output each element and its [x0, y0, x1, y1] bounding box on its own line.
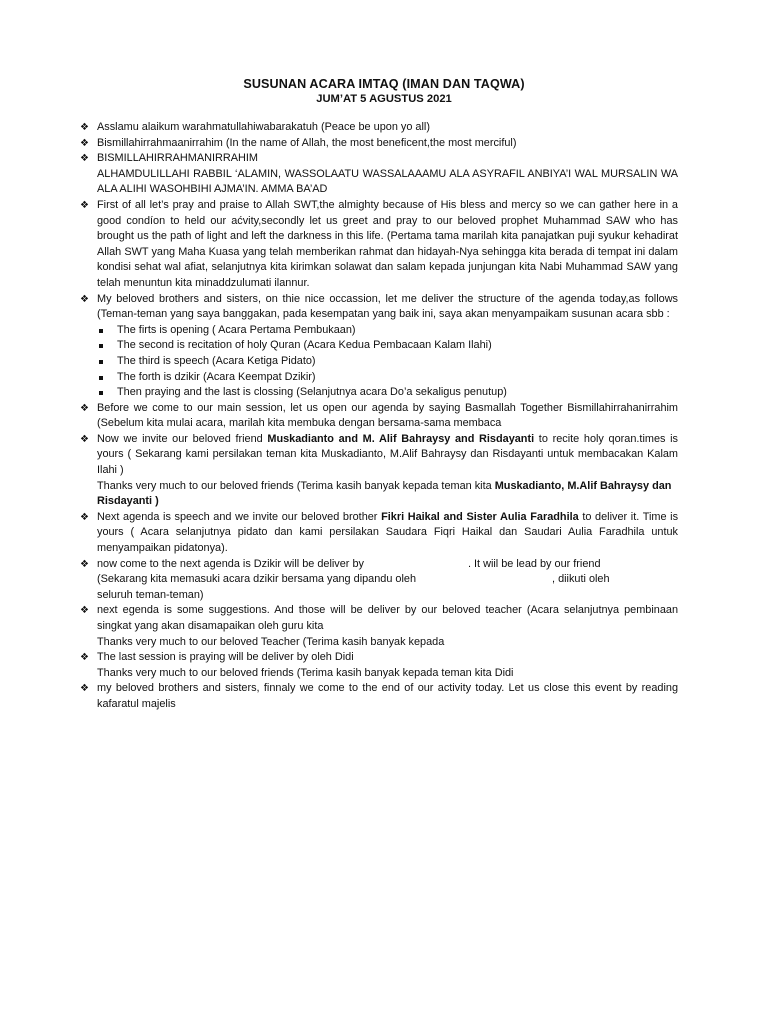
- item-text: Thanks very much to our beloved Teacher (Terima kasih banyak kepada: [97, 635, 445, 648]
- item-text: Now we invite our beloved friend Muskadianto and M. Alif Bahraysy and Risdayanti to recite holy qoran.times is yours ( Sekarang kami persilakan teman kita Muskadianto, M.Alif Bahraysy dan Risdayanti untuk membacakan Kalam Ilahi ): [97, 432, 679, 477]
- list-item-speech: [80, 510, 678, 557]
- document-date: JUM’AT 5 AGUSTUS 2021: [316, 93, 452, 105]
- agenda-sublist: [80, 323, 678, 401]
- item-text: Bismillahirrahmaanirrahim (In the name of Allah, the most beneficent,the most merciful): [97, 136, 517, 149]
- sublist-item: Then praying and the last is clossing (Selanjutnya acara Do’a sekaligus penutup): [97, 385, 678, 401]
- square-bullet-icon: [99, 344, 103, 348]
- item-text: Asslamu alaikum warahmatullahiwabarakatuh (Peace be upon yo all): [97, 121, 430, 133]
- diamond-bullet-icon: ❖: [80, 402, 89, 414]
- list-item-greeting: [80, 120, 678, 136]
- item-text: next egenda is some suggestions. And those will be deliver by our beloved teacher (Acara selanjutnya pembinaan singkat yang akan disamapaikan oleh guru kita: [97, 604, 678, 632]
- diamond-bullet-icon: ❖: [80, 199, 89, 211]
- list-item-agenda-structure: [80, 292, 678, 323]
- diamond-bullet-icon: ❖: [80, 605, 89, 617]
- agenda-list: [80, 120, 678, 713]
- diamond-bullet-icon: ❖: [80, 137, 89, 149]
- diamond-bullet-icon: ❖: [80, 153, 89, 165]
- item-text: My beloved brothers and sisters, on thie nice occassion, let me deliver the structure of the agenda today,as follows (Teman-teman yang saya banggakan, pada kesempatan yang baik ini, saya akan menyampaikam susunan acara sbb :: [97, 292, 678, 321]
- square-bullet-icon: [99, 360, 103, 364]
- item-text: First of all let’s pray and praise to Allah SWT,the almighty because of His bless and mercy so we can gather here in a good condíon to held our aćvity,secondly let us greet and pray to our beloved prophet Muhammad SAW who has brought us the path of light and left the darkness in this life. (Pertama tama marilah kita panajatkan puji syukur kehadirat Allah SWT yang Maha Kuasa yang telah memberikan rahmat dan hidayah-Nya sehingga kita berada di tempat ini dalam kondisi sehat wal afiat, selanjutnya kita kirimkan solawat dan salam kepada junjungan kita Nabi Muhammad SAW yang telah menuntun kita minaddzulumati ilannur.: [97, 198, 678, 289]
- square-bullet-icon: [99, 329, 103, 333]
- diamond-bullet-icon: ❖: [80, 433, 89, 445]
- list-item-praise: [80, 198, 678, 292]
- list-item-dzikir: [80, 557, 678, 604]
- diamond-bullet-icon: ❖: [80, 293, 89, 305]
- sublist-item: The forth is dzikir (Acara Keempat Dzikir): [97, 370, 678, 386]
- diamond-bullet-icon: ❖: [80, 558, 89, 570]
- list-item-suggestions: [80, 603, 678, 650]
- list-item-recitation: [80, 432, 678, 510]
- item-text: Next agenda is speech and we invite our beloved brother Fikri Haikal and Sister Aulia Faradhila to deliver it. Time is yours ( Acara selanjutnya pidato dan kami persilakan Saudara Fiqri Haikal dan Saudari Aulia Faradhila untuk menyampaikan pidatonya).: [97, 510, 679, 555]
- sublist-item: The second is recitation of holy Quran (Acara Kedua Pembacaan Kalam Ilahi): [97, 338, 678, 354]
- sublist-item: The firts is opening ( Acara Pertama Pembukaan): [97, 323, 678, 339]
- list-item-praying: [80, 650, 678, 681]
- list-item-basmalah: [80, 136, 678, 152]
- item-text: The last session is praying will be deliver by oleh Didi: [97, 651, 354, 664]
- item-text: Thanks very much to our beloved friends (Terima kasih banyak kepada teman kita Muskadianto, M.Alif Bahraysy dan Risdayanti ): [97, 479, 672, 508]
- item-text: ALHAMDULILLAHI RABBIL ‘ALAMIN, WASSOLAATU WASSALAAAMU ALA ASYRAFIL ANBIYA’I WAL MURSALIN WA ALA ALIHI WASOHBIHI AJMA’IN. AMMA BA’AD: [97, 167, 678, 196]
- sublist-item: The third is speech (Acara Ketiga Pidato): [97, 354, 678, 370]
- item-text: BISMILLAHIRRAHMANIRRAHIM: [97, 152, 258, 165]
- diamond-bullet-icon: ❖: [80, 122, 89, 133]
- item-text: now come to the next agenda is Dzikir will be deliver by . It wiil be lead by our friend: [97, 557, 601, 570]
- list-item-open-basmalah: [80, 401, 678, 432]
- item-text: seluruh teman-teman): [97, 588, 204, 601]
- diamond-bullet-icon: ❖: [80, 683, 89, 695]
- list-item-closing: [80, 681, 678, 712]
- diamond-bullet-icon: ❖: [80, 652, 89, 664]
- item-text: Before we come to our main session, let us open our agenda by saying Basmallah Together Bismillahirrahanirrahim (Sebelum kita mulai acara, marilah kita membuka dengan bersama-sama membaca: [97, 401, 678, 430]
- diamond-bullet-icon: ❖: [80, 511, 89, 523]
- document-title: SUSUNAN ACARA IMTAQ (IMAN DAN TAQWA): [243, 77, 525, 91]
- item-text: (Sekarang kita memasuki acara dzikir bersama yang dipandu oleh , diikuti oleh: [97, 573, 610, 586]
- item-text: Thanks very much to our beloved friends (Terima kasih banyak kepada teman kita Didi: [97, 666, 514, 679]
- square-bullet-icon: [99, 391, 103, 395]
- square-bullet-icon: [99, 376, 103, 380]
- list-item-opening-arabic: [80, 151, 678, 198]
- item-text: my beloved brothers and sisters, finnaly we come to the end of our activity today. Let us close this event by reading kafaratul majelis: [97, 682, 678, 710]
